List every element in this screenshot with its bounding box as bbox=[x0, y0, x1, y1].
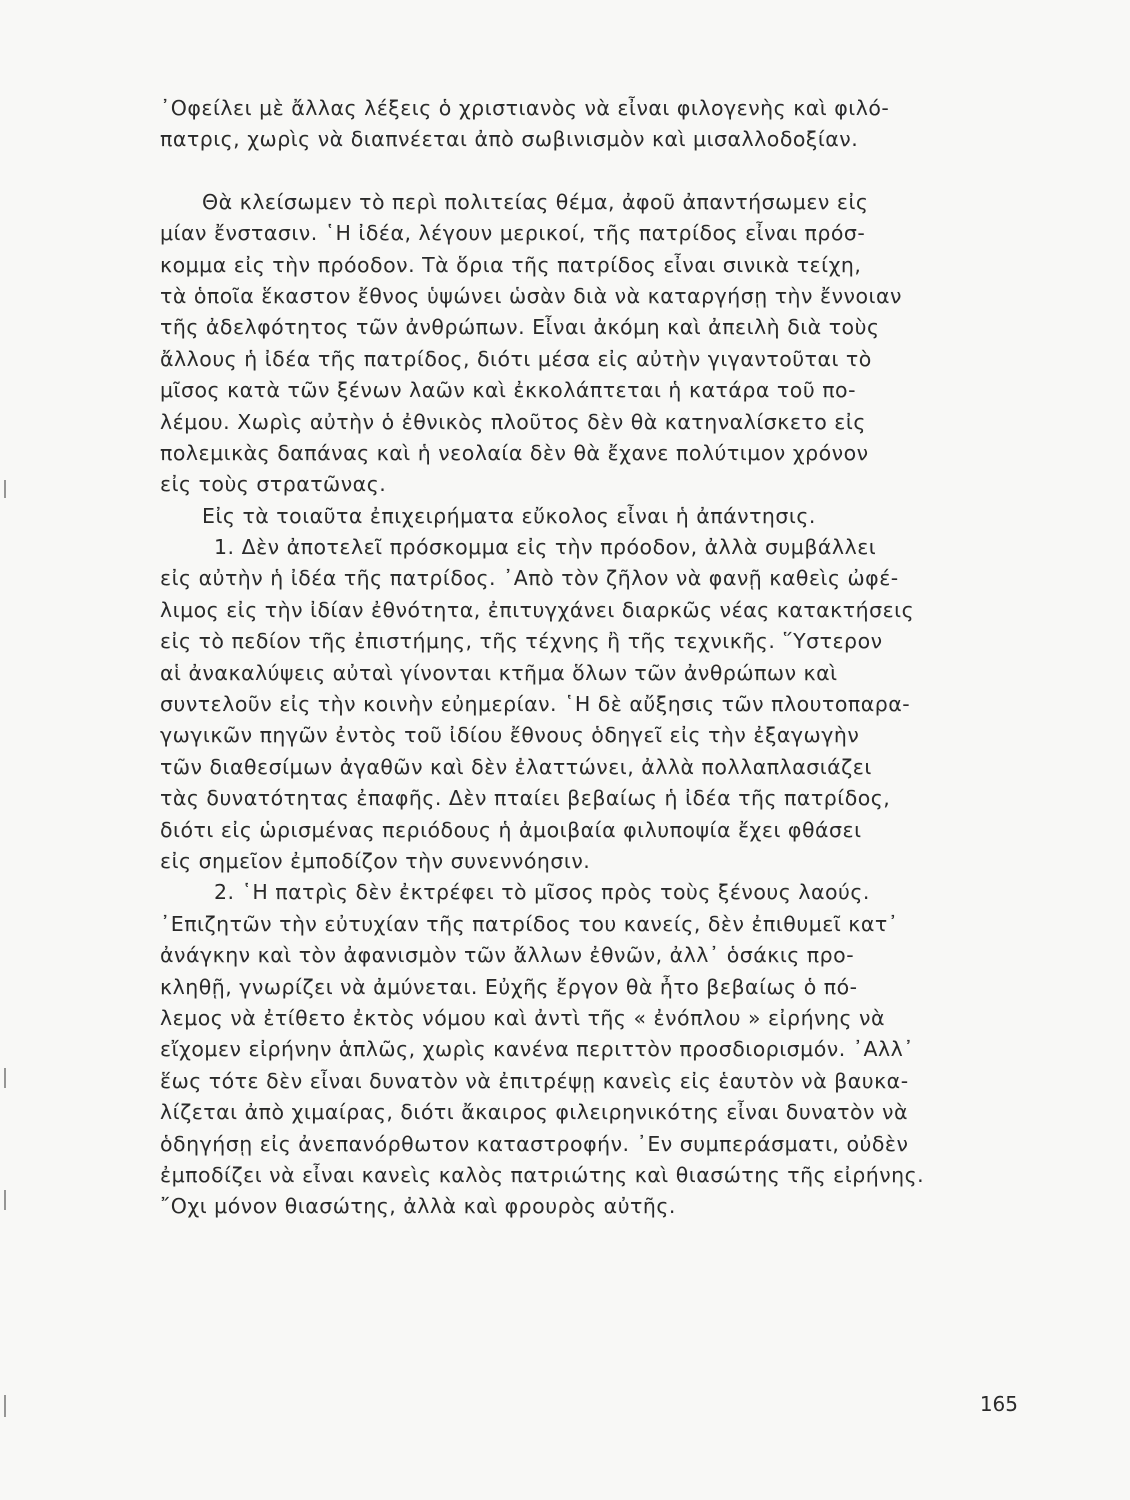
text-line: πολεμικὰς δαπάνας καὶ ἡ νεολαία δὲν θὰ ἔχανε πολύτιμον χρόνον bbox=[160, 440, 869, 465]
scan-margin-mark bbox=[4, 480, 6, 498]
text-line: γωγικῶν πηγῶν ἐντὸς τοῦ ἰδίου ἔθνους ὁδηγεῖ εἰς τὴν ἐξαγωγὴν bbox=[160, 723, 860, 748]
text-line: διότι εἰς ὡρισμένας περιόδους ἡ ἀμοιβαία φιλυποψία ἔχει φθάσει bbox=[160, 817, 862, 842]
text-line: ἐμποδίζει νὰ εἶναι κανεὶς καλὸς πατριώτης καὶ θιασώτης τῆς εἰρήνης. bbox=[160, 1162, 925, 1187]
text-line: πατρις, χωρὶς νὰ διαπνέεται ἀπὸ σωβινισμὸν καὶ μισαλλοδοξίαν. bbox=[160, 127, 859, 152]
page-number: 165 bbox=[979, 1392, 1018, 1416]
text-line: ἄλλους ἡ ἰδέα τῆς πατρίδος, διότι μέσα εἰς αὐτὴν γιγαντοῦται τὸ bbox=[160, 346, 872, 371]
text-line: Εἰς τὰ τοιαῦτα ἐπιχειρήματα εὔκολος εἶναι ἡ ἀπάντησις. bbox=[202, 503, 816, 528]
scan-margin-mark bbox=[4, 1190, 6, 1210]
text-line: εἰς τοὺς στρατῶνας. bbox=[160, 472, 387, 497]
text-line: μίαν ἔνστασιν. ῾Η ἰδέα, λέγουν μερικοί, τῆς πατρίδος εἶναι πρόσ- bbox=[160, 221, 866, 246]
text-line: μῖσος κατὰ τῶν ξένων λαῶν καὶ ἐκκολάπτεται ἡ κατάρα τοῦ πο- bbox=[160, 378, 856, 403]
text-line: συντελοῦν εἰς τὴν κοινὴν εὐημερίαν. ῾Η δὲ αὔξησις τῶν πλουτοπαρα- bbox=[160, 692, 911, 717]
text-line: εἰς σημεῖον ἐμποδίζον τὴν συνεννόησιν. bbox=[160, 848, 591, 873]
text-line: Θὰ κλείσωμεν τὸ περὶ πολιτείας θέμα, ἀφοῦ ἀπαντήσωμεν εἰς bbox=[202, 189, 869, 214]
text-line: τῆς ἀδελφότητος τῶν ἀνθρώπων. Εἶναι ἀκόμη καὶ ἀπειλὴ διὰ τοὺς bbox=[160, 315, 880, 340]
scan-margin-mark bbox=[4, 1395, 6, 1417]
text-line: ῎Οχι μόνον θιασώτης, ἀλλὰ καὶ φρουρὸς αὐτῆς. bbox=[160, 1194, 676, 1219]
text-line: ἕως τότε δὲν εἶναι δυνατὸν νὰ ἐπιτρέψῃ κανεὶς εἰς ἑαυτὸν νὰ βαυκα- bbox=[160, 1068, 909, 1093]
paragraph-gap bbox=[160, 156, 1020, 187]
text-line: εἰς αὐτὴν ἡ ἰδέα τῆς πατρίδος. ᾿Απὸ τὸν ζῆλον νὰ φανῇ καθεὶς ὠφέ- bbox=[160, 566, 899, 591]
text-line: ᾿Οφείλει μὲ ἄλλας λέξεις ὁ χριστιανὸς νὰ εἶναι φιλογενὴς καὶ φιλό- bbox=[160, 96, 890, 120]
text-line: ὁδηγήσῃ εἰς ἀνεπανόρθωτον καταστροφήν. ᾿Εν συμπεράσματι, οὐδὲν bbox=[160, 1131, 909, 1156]
text-line: ἀνάγκην καὶ τὸν ἀφανισμὸν τῶν ἄλλων ἐθνῶν, ἀλλ᾿ ὁσάκις προ- bbox=[160, 943, 855, 968]
text-line: λίζεται ἀπὸ χιμαίρας, διότι ἄκαιρος φιλειρηνικότης εἶναι δυνατὸν νὰ bbox=[160, 1100, 908, 1125]
text-line: λεμος νὰ ἐτίθετο ἐκτὸς νόμου καὶ ἀντὶ τῆς « ἐνόπλου » εἰρήνης νὰ bbox=[160, 1005, 886, 1030]
text-line: τῶν διαθεσίμων ἀγαθῶν καὶ δὲν ἐλαττώνει, ἀλλὰ πολλαπλασιάζει bbox=[160, 754, 872, 779]
text-line: ᾿Επιζητῶν τὴν εὐτυχίαν τῆς πατρίδος του κανείς, δὲν ἐπιθυμεῖ κατ᾿ bbox=[160, 911, 899, 936]
text-line: λιμος εἰς τὴν ἰδίαν ἐθνότητα, ἐπιτυγχάνει διαρκῶς νέας κατακτήσεις bbox=[160, 597, 915, 622]
text-line: κομμα εἰς τὴν πρόοδον. Τὰ ὅρια τῆς πατρίδος εἶναι σινικὰ τείχη, bbox=[160, 252, 862, 277]
text-line: λέμου. Χωρὶς αὐτὴν ὁ ἐθνικὸς πλοῦτος δὲν θὰ κατηναλίσκετο εἰς bbox=[160, 409, 866, 434]
text-line: κληθῇ, γνωρίζει νὰ ἀμύνεται. Εὐχῆς ἔργον θὰ ἦτο βεβαίως ὁ πό- bbox=[160, 974, 858, 999]
text-line: τὰς δυνατότητας ἐπαφῆς. Δὲν πταίει βεβαίως ἡ ἰδέα τῆς πατρίδος, bbox=[160, 786, 891, 811]
text-line: εἴχομεν εἰρήνην ἁπλῶς, χωρὶς κανένα περιττὸν προσδιορισμόν. ᾿Αλλ᾿ bbox=[160, 1037, 915, 1062]
scan-margin-mark bbox=[4, 1068, 6, 1088]
text-line: εἰς τὸ πεδίον τῆς ἐπιστήμης, τῆς τέχνης ἢ τῆς τεχνικῆς. ῞Υστερον bbox=[160, 629, 883, 654]
text-line: αἱ ἀνακαλύψεις αὐταὶ γίνονται κτῆμα ὅλων τῶν ἀνθρώπων καὶ bbox=[160, 660, 838, 685]
text-line: 2. ῾Η πατρὶς δὲν ἐκτρέφει τὸ μῖσος πρὸς τοὺς ξένους λαούς. bbox=[214, 880, 870, 905]
text-line: 1. Δὲν ἀποτελεῖ πρόσκομμα εἰς τὴν πρόοδον, ἀλλὰ συμβάλλει bbox=[214, 535, 877, 560]
text-line: τὰ ὁποῖα ἕκαστον ἔθνος ὑψώνει ὡσὰν διὰ νὰ καταργήσῃ τὴν ἔννοιαν bbox=[160, 283, 902, 308]
body-text bbox=[160, 93, 1020, 1223]
